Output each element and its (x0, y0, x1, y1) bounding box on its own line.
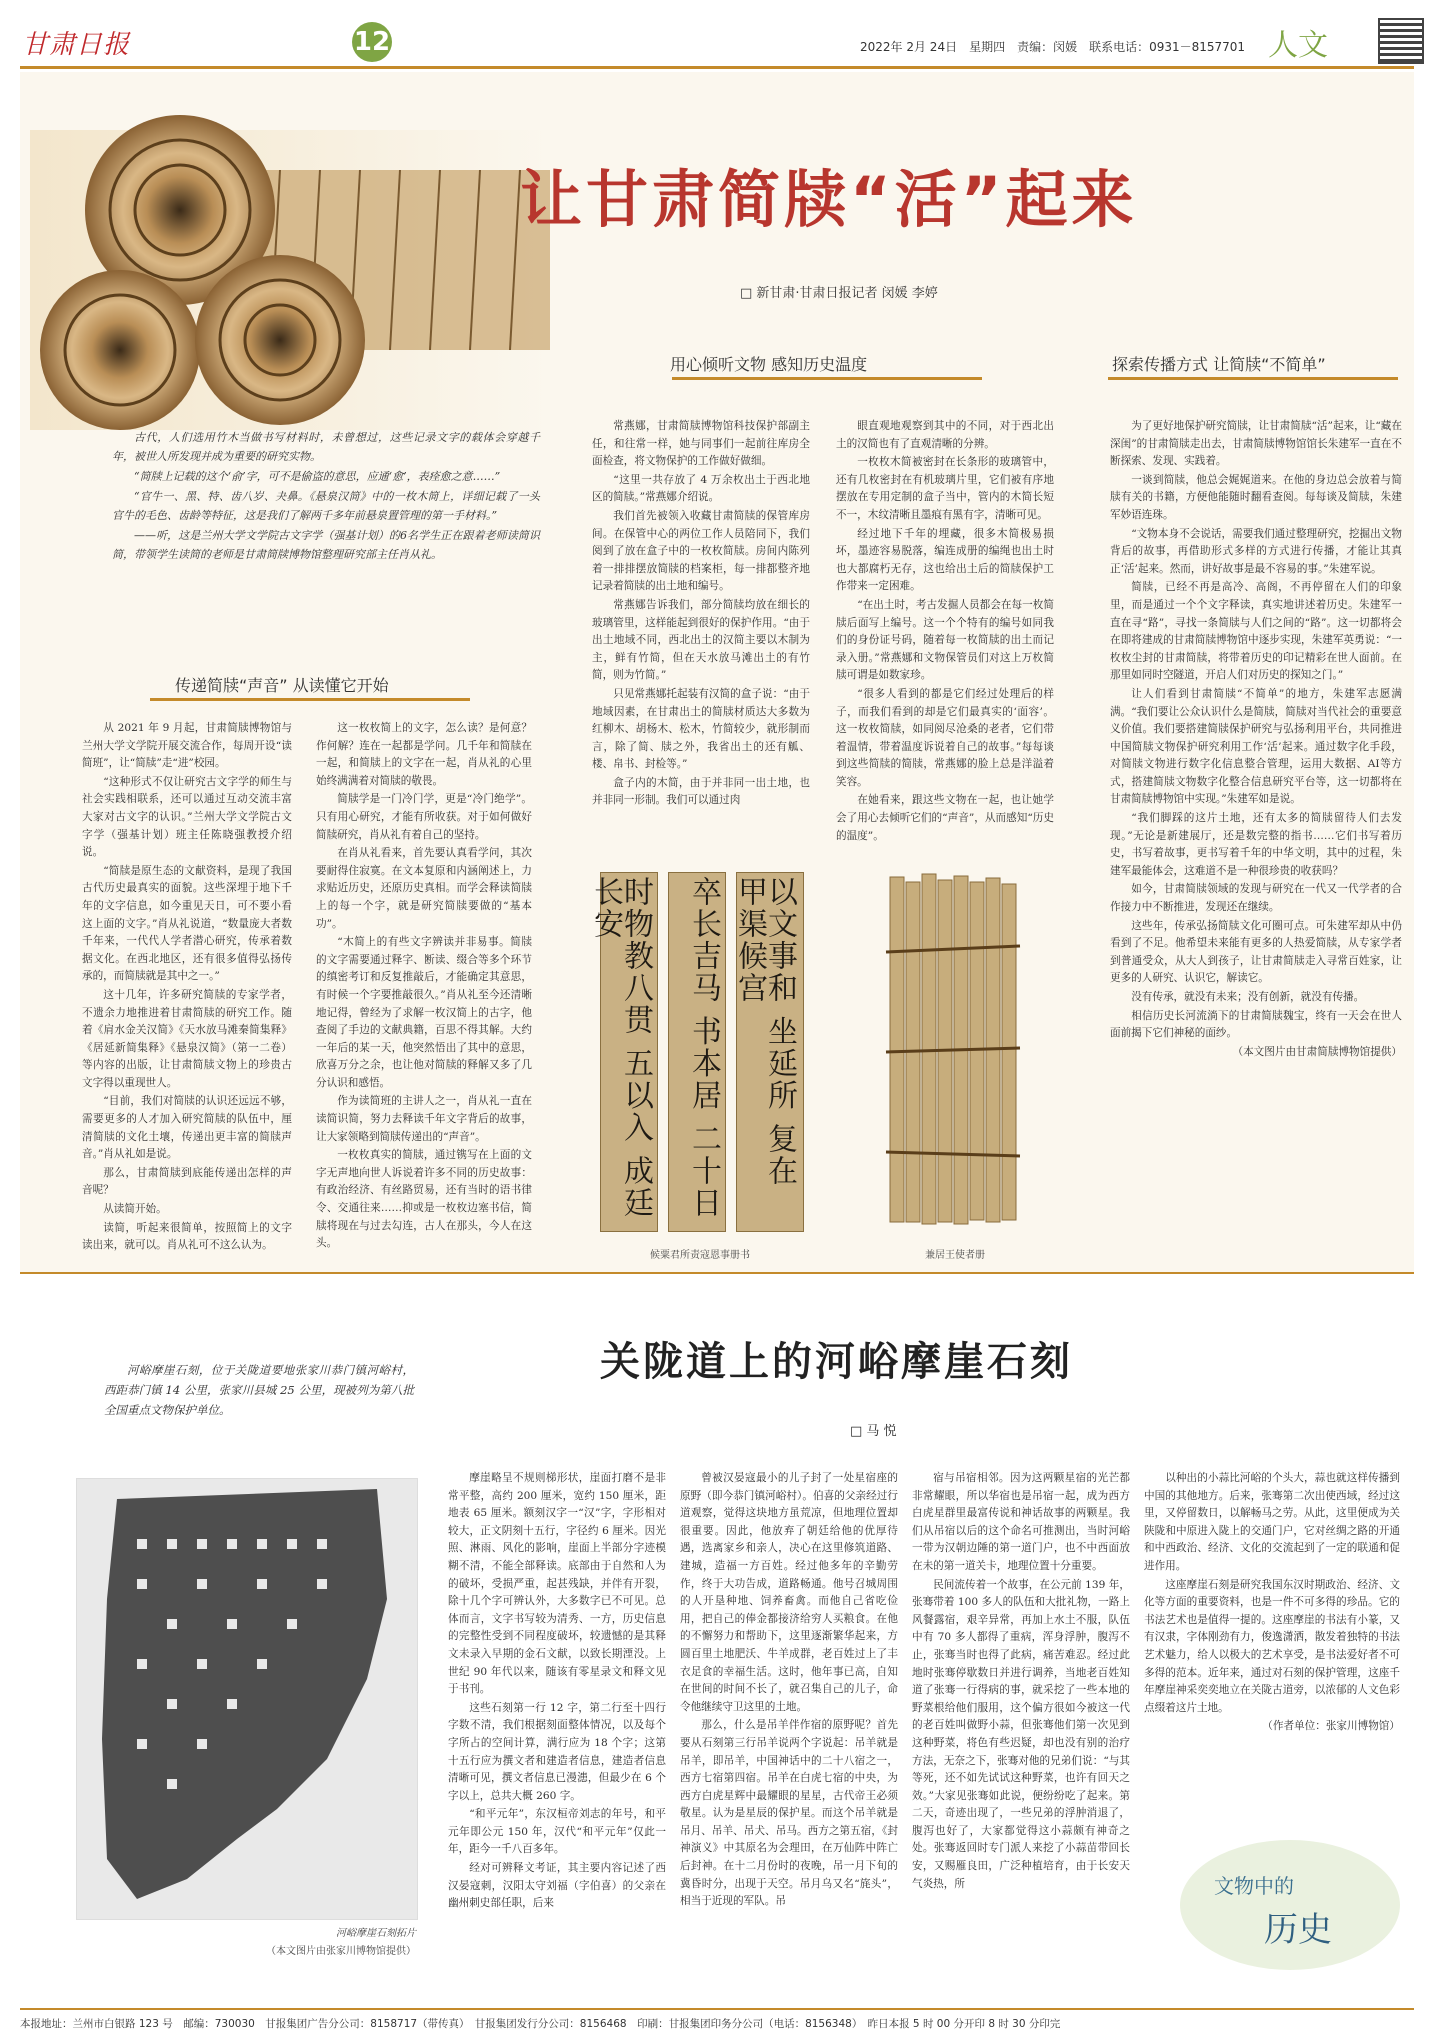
paragraph: 一枚枚木简被密封在长条形的玻璃管中，还有几枚密封在有机玻璃片里，它们被有序地摆放在专用定制的盒子当中，管内的木简长短不一，木纹清晰且墨痕有黑有字，清晰可见。 (836, 456, 1054, 521)
subhead-right: 探索传播方式 让简牍“不简单” (1112, 355, 1326, 374)
paragraph: 这些年，传承弘扬简牍文化可圈可点。可朱建军却从中仍看到了不足。他希望未来能有更多的人热爱简牍，从专家学者到普通受众，从大人到孩子，让甘肃简牍走入寻常百姓家，让更多的人研究、认识它，解读它。 (1110, 919, 1402, 985)
paragraph: 常燕娜告诉我们，部分简牍均放在细长的玻璃管里，这样能起到很好的保护作用。“由于出土地域不同，西北出土的汉简主要以木制为主，鲜有竹简，但在天水放马滩出土的有竹简，则为竹简。” (592, 598, 810, 682)
paragraph: 那么，甘肃简牍到底能传递出怎样的声音呢？ (82, 1166, 292, 1197)
bound-slips-photo (880, 872, 1030, 1230)
article2-col2 (680, 1470, 898, 1998)
article2-col4 (1144, 1470, 1400, 1830)
slip-inscription: 卒长吉马 书本居 二十日 (686, 876, 721, 1220)
paragraph: “这里一共存放了 4 万余枚出土于西北地区的简牍。”常燕娜介绍说。 (592, 473, 810, 504)
paragraph: “文物本身不会说话，需要我们通过整理研究，挖掘出文物背后的故事，再借助形式多样的方式进行传播，才能让其真正‘活’起来。然而，讲好故事是最不容易的事。”朱建军说。 (1110, 527, 1402, 575)
article1-col2 (316, 720, 532, 1250)
badge-line2: 历史 (1264, 1910, 1332, 1950)
paragraph: 这些石刻第一行 12 字，第二行至十四行字数不清，我们根据刻面整体情况，以及每个字所占的空间计算，满行应为 18 个字；这第十五行应为撰文者和建造者信息，建造者信息清晰可见，撰文者信息已漫漶，但最少在 6 个字以上，总共大概 260 字。 (448, 1701, 666, 1802)
article-divider (20, 1272, 1414, 1274)
article1-byline: □ 新甘肃·甘肃日报记者 闵媛 李婷 (740, 286, 938, 301)
rubbing-credit: （本文图片由张家川博物馆提供） (266, 1946, 416, 1957)
article2-col1 (448, 1470, 666, 1998)
author-unit: （作者单位：张家川博物馆） (1262, 1720, 1400, 1733)
paragraph: “在出土时，考古发掘人员都会在每一枚简牍后面写上编号。这一个个特有的编号如同我们的身份证号码，随着每一枚简牍的出土而记录入册。”常燕娜和文物保管员们对这上万枚简牍可谓是如数家珍。 (836, 598, 1054, 682)
paragraph: 曾被汉晏寇最小的儿子封了一处星宿座的原野（即今恭门镇河峪村）。伯喜的父亲经过行道观察，觉得这块地方虽荒凉，但地理位置却很重要。因此，他放弃了朝廷给他的优厚待遇，选离家乡和亲人，决心在这里修筑道路、建城，造福一方百姓。经过他多年的辛勤劳作，终于大功告成，道路畅通。他号召城周围的人开垦种地、饲养畜禽。而他自己省吃俭用，把自己的俸金都接济给穷人买粮食。在他的不懈努力和帮助下，这里逐渐繁华起来，方圆百里土地肥沃、牛羊成群，老百姓过上了丰衣足食的幸福生活。这时，他年事已高，自知在世间的时间不长了，就召集自己的儿子，命令他继续守卫这里的土地。 (680, 1472, 898, 1713)
paragraph: 常燕娜，甘肃简牍博物馆科技保护部副主任，和往常一样，她与同事们一起前往库房全面检查，将文物保护的工作做好做细。 (592, 420, 810, 468)
paragraph: “这种形式不仅让研究古文字学的师生与社会实践相联系，还可以通过互动交流丰富大家对古文字的认识。”兰州大学文学院古文字学（强基计划）班主任陈晓强教授介绍说。 (82, 775, 292, 859)
paragraph: 摩崖略呈不规则梯形状，崖面打磨不是非常平整，高约 200 厘米，宽约 150 厘米，距地表 65 厘米。额刻汉字一“汉”字，字形相对较大，正文阴刻十五行，字径约 6 厘米。因光照、淋雨、风化的影响，崖面上半部分字迹模糊不清，不能全部释读。底部由于自然和人为的破坏，受损严重，起甚残缺，并伴有开裂，除十几个字可辨认外，大多数字已不可见。总体而言，文字书写较为清秀、一方，历史信息的完整性受到不同程度破坏，较遗憾的是其释文未录入早期的金石文献，以致长期湮没。上世纪 90 年代以来，随该有零星录文和释文见于书刊。 (448, 1472, 666, 1696)
paragraph: 让人们看到甘肃简牍“不简单”的地方，朱建军志愿满满。“我们要让公众认识什么是简牍，简牍对当代社会的重要意义价值。我们要搭建简牍保护研究与弘扬利用平台，共同推进中国简牍文物保护研究利用工作‘活’起来。通过数字化手段，对简牍文物进行数字化信息整合管理，运用大数据、AI等方式，搭建简牍文物数字化整合信息研究平台等，这一切都将在甘肃简牍博物馆中实现。”朱建军如是说。 (1110, 687, 1402, 806)
photo-credit: （本文图片由甘肃简牍博物馆提供） (1232, 1045, 1402, 1058)
newspaper-logo: 甘肃日报 (22, 30, 131, 60)
wooden-slip-photo (732, 872, 804, 1232)
bamboo-scroll-photo (30, 130, 550, 430)
wooden-slip-photo (668, 872, 726, 1232)
footer-info: 本报地址：兰州市白银路 123 号 邮编：730030 甘报集团广告分公司：8158717（带传真） 甘报集团发行分公司：8156468 印刷：甘报集团印务分公司（电话：8156348） 昨日本报 5 时 00 分开印 8 时 30 分印完 (20, 2018, 1061, 2030)
caption-right-photo: 兼居王使者册 (925, 1250, 985, 1261)
paragraph: 作为读简班的主讲人之一，肖从礼一直在读简识简，努力去释读千年文字背后的故事，让大家领略到简牍传递出的“声音”。 (316, 1095, 532, 1143)
paragraph: 这十几年，许多研究简牍的专家学者，不遗余力地推进着甘肃简牍的研究工作。随着《肩水金关汉简》《天水放马滩秦简集释》《居延新简集释》《悬泉汉简》（第一二卷）等内容的出版，让甘肃简牍文物上的珍贵古文字得以重现世人。 (82, 988, 292, 1089)
article2-col3 (912, 1470, 1130, 1998)
subhead-right-rule (1108, 377, 1398, 380)
paragraph: “目前，我们对简牍的认识还远远不够，需要更多的人才加入研究简牍的队伍中，厘清简牍的文化土壤，传递出更丰富的简牍声音。”肖从礼如是说。 (82, 1095, 292, 1161)
paragraph: “很多人看到的都是它们经过处理后的样子，而我们看到的却是它们最真实的‘面容’。这一枚枚简牍，如同阅尽沧桑的老者，它们带着温情，带着温度诉说着自己的故事。”每每谈到这些简牍的简牍，常燕娜的脸上总是洋溢着笑容。 (836, 687, 1054, 788)
paragraph: 为了更好地保护研究简牍，让甘肃简牍“活”起来，让“藏在深闺”的甘肃简牍走出去，甘肃简牍博物馆馆长朱建军一直在不断探索、发现、实践着。 (1110, 420, 1402, 468)
section-label: 人文 (1268, 28, 1328, 63)
paragraph: 从读简开始。 (103, 1203, 167, 1216)
paragraph: 宿与吊宿相邻。因为这两颗星宿的光芒都非常耀眼，所以华宿也是吊宿一起，成为西方白虎星群里最富传说和神话故事的两颗星。我们从吊宿以后的这个命名可推测出，当时河峪一带为汉朝边陲的第一道门户，也不中西面放在未的第一道关卡，地理位置十分重要。 (912, 1472, 1130, 1572)
paragraph: 那么，什么是吊羊伴作宿的原野呢？首先要从石刻第三行吊羊说两个字说起：吊羊就是吊羊，即吊羊，中国神话中的二十八宿之一，西方七宿第四宿。吊羊在白虎七宿的中央，为西方白虎星辉中最耀眼的星星，古代帝王必须敬星。认为是星辰的保护星。而这个吊羊就是吊月、吊羊、吊犬、吊马。西方之第五宿，《封神演义》中其原名为会理田，在万仙阵中阵亡后封神。在十二月份时的夜晚，吊一月下旬的冀昏时分，出现于天空。吊月乌又名“旄头”，相当于近现的军队。吊 (680, 1719, 898, 1908)
page-number: 12 (352, 22, 392, 62)
subhead-left: 传递简牍“声音” 从读懂它开始 (175, 676, 389, 695)
subhead-mid-rule (672, 377, 982, 380)
paragraph: 眼直观地观察到其中的不同，对于西北出土的汉简也有了直观清晰的分辨。 (836, 420, 1054, 450)
subhead-mid: 用心倾听文物 感知历史温度 (670, 355, 868, 374)
paragraph: 经过地下千年的埋藏，很多木简极易损坏，墨迹容易脱落，编连成册的编绳也出土时也大都腐朽无存，这也给出土后的简牍保护工作带来一定困难。 (836, 527, 1054, 593)
article1-col4 (836, 418, 1054, 842)
paragraph: 简牍，已经不再是高冷、高阁，不再停留在人们的印象里，而是通过一个个文字释读，真实地讲述着历史。朱建军一直在寻“路”，寻找一条简牍与人们之间的“路”。这一切都将会在即将建成的甘肃简牍博物馆中逐步实现，朱建军英勇说：“一枚枚尘封的甘肃简牍，将带着历史的印记精彩在世人面前。在那里如同时空隧道，开启人们对历史的探知之门。” (1110, 581, 1402, 682)
paragraph: 读简，听起来很简单，按照简上的文字读出来，就可以。肖从礼可不这么认为。 (82, 1221, 292, 1252)
footer-rule (20, 2008, 1414, 2010)
header-rule (20, 66, 1414, 69)
intro-paragraph: 古代，人们选用竹木当做书写材料时，未曾想过，这些记录文字的载体会穿越千年，被世人所发现并成为重要的研究实物。 (112, 431, 540, 463)
paragraph: “木简上的有些文字辨读并非易事。简牍的文字需要通过释字、断读、缀合等多个环节的缜密考订和反复推敲后，才能确定其意思，有时候一个字要推敲很久。”肖从礼至今还清晰地记得，曾经为了求解一枚汉简上的古字，他查阅了手边的文献典籍，百思不得其解。大约一年后的某一天，他突然悟出了其中的意思，欣喜万分之余，也让他对简牍的释解又多了几分认识和感悟。 (316, 936, 532, 1089)
paragraph: 这一枚枚简上的文字，怎么读？是何意？作何解？连在一起都是学问。几千年和简牍在一起，和简牍上的文字在一起，肖从礼的心里始终满满着对简牍的敬畏。 (316, 722, 532, 787)
paragraph: 简牍学是一门冷门学，更是“冷门绝学”。只有用心研究，才能有所收获。对于如何做好简牍研究，肖从礼有着自己的坚持。 (316, 793, 532, 841)
article1-title: 让甘肃简牍“活”起来 (520, 163, 1138, 236)
intro-paragraph: “简牍上记载的这个‘俞’字，可不是偷盗的意思，应通‘愈’，表痊愈之意……” (134, 470, 501, 483)
wooden-slip-photo (588, 872, 658, 1232)
badge-line1: 文物中的 (1214, 1874, 1294, 1898)
stone-rubbing-image (76, 1478, 418, 1920)
paragraph: 没有传承，就没有未来；没有创新，就没有传播。 (1131, 991, 1365, 1003)
article2-title: 关陇道上的河峪摩崖石刻 (600, 1339, 1073, 1385)
paragraph: 只见常燕娜托起装有汉简的盒子说：“由于地域因素，在甘肃出土的简牍材质达大多数为红柳木、胡杨木、松木，竹简较少，就形制而言，除了简、牍之外，我省出土的还有觚、楼、帛书、封检等。” (592, 687, 810, 771)
paragraph: “我们脚踩的这片土地，还有太多的简牍留待人们去发现。”无论是新建展厅，还是数完整的指书……它们书写着历史，书写着故事，更书写着千年的中华文明，其中的过程，朱建军最能体会，这难道不是一种很珍贵的收获吗？ (1110, 812, 1402, 877)
date-editor-info: 2022年 2月 24日 星期四 责编：闵媛 联系电话：0931－8157701 (860, 40, 1246, 54)
paragraph: 在肖从礼看来，首先要认真看学问，其次要耐得住寂寞。在文本复原和内涵阐述上，力求贴近历史，还原历史真相。而学会释读简牍上的每一个字，就是研究简牍要做的“基本功”。 (316, 847, 532, 930)
paragraph: “和平元年”，东汉桓帝刘志的年号，和平元年即公元 150 年，汉代“和平元年”仅此一年，距今一千八百多年。 (448, 1808, 666, 1856)
paragraph: 我们首先被领入收藏甘肃简牍的保管库房间。在保管中心的两位工作人员陪同下，我们阅到了放在盒子中的一枚枚简牍。房间内陈列着一排排摆放简牍的档案柜，每一排都整齐地记录着简牍的出土地和编号。 (592, 509, 810, 593)
article1-col5 (1110, 418, 1402, 1253)
rubbing-caption: 河峪摩崖石刻拓片 (336, 1928, 416, 1939)
paragraph: 民间流传着一个故事，在公元前 139 年，张骞带着 100 多人的队伍和大批礼物，一路上风餐露宿，艰辛异常，再加上水土不服，队伍中有 70 多人都得了重病，浑身浮肿，腹泻不止，张骞当时也得了此病，痛苦难忍。经过此地时张骞停歇数日并进行调养，当地老百姓知道了张骞一行得病的事，就采挖了一些本地的野菜根给他们服用，这个偏方很如今被这一代的老百姓叫做野小蒜，但张骞他们第一次见到这种野菜，将色有些迟疑，却也没有别的治疗方法，无奈之下，张骞对他的兄弟们说：“与其等死，还不如先试试这种野菜，也许有回天之效。”大家见张骞如此说，便纷纷吃了起来。第二天，奇迹出现了，一些兄弟的浮肿消退了，腹泻也好了，大家都觉得这小蒜颇有神奇之处。张骞返回时专门派人来挖了小蒜苗带回长安，又赐雁良田，广泛种植培育，由于长安天气炎热，所 (912, 1578, 1130, 1890)
slip-inscription: 时物教八贯 五以入 成廷 长安 (588, 876, 653, 1220)
paragraph: 一枚枚真实的简牍，通过镌写在上面的文字无声地向世人诉说着许多不同的历史故事：有政治经济、有丝路贸易，还有当时的语书律令、交通往来……抑或是一枚枚边塞书信，简牍将现在与过去勾连，古人在那头，今人在这头。 (316, 1149, 532, 1250)
paragraph: 在她看来，跟这些文物在一起，也让她学会了用心去倾听它们的“声音”，从而感知“历史的温度”。 (836, 794, 1054, 842)
paragraph: 相信历史长河流淌下的甘肃简牍魏宝，终有一天会在世人面前揭下它们神秘的面纱。 (1110, 1009, 1402, 1040)
slip-inscription: 以文事和 坐延所 复在 甲渠候宫 (732, 876, 797, 1188)
subhead-left-rule (150, 698, 470, 701)
paragraph: 以种出的小蒜比河峪的个头大，蒜也就这样传播到中国的其他地方。后来，张骞第二次出使西域，经过这里，又停留数日，以解畅马之劳。从此，这里便成为关陕陇和中原进入陇上的交通门户，它对丝绸之路的开通和中西政治、经济、文化的交流起到了一定的联通和促进作用。 (1144, 1472, 1400, 1572)
paragraph: 经对可辨释文考证，其主要内容记述了西汉晏寇刺，汉阳太守刘福（字伯喜）的父亲在幽州刺史部任职，后来 (448, 1862, 666, 1910)
paragraph: 一谈到简牍，他总会娓娓道来。在他的身边总会放着与简牍有关的书籍，方便他能随时翻看查阅。每每谈及简牍，朱建军妙语连珠。 (1110, 473, 1402, 521)
paragraph: “简牍是原生态的文献资料，是现了我国古代历史最真实的面貌。这些深埋于地下千年的文字信息，如今重见天日，可不要小看这上面的文字。”肖从礼说道，“数量庞大者数千年来，一代代人学者潜心研究，传承着数据文化。在西北地区，还有很多值得弘扬传承的，而简牍就是其中之一。” (82, 864, 292, 983)
intro-paragraph: 河峪摩崖石刻，位于关陇道要地张家川恭门镇河峪村，西距恭门镇 14 公里，张家川县城 25 公里，现被列为第八批全国重点文物保护单位。 (104, 1363, 414, 1417)
paragraph: 如今，甘肃简牍领域的发现与研究在一代又一代学者的合作接力中不断推进，发现还在继续。 (1110, 883, 1402, 914)
intro-paragraph: “官牛一、黑、特、齿八岁、夬鼻。《悬泉汉简》中的一枚木简上，详细记载了一头官牛的毛色、齿龄等特征，这是我们了解两千多年前悬泉置管理的第一手材料。” (112, 490, 540, 522)
caption-left-photo: 候粟君所责寇恩事册书 (650, 1250, 750, 1261)
article1-intro (112, 428, 540, 628)
qr-code-icon (1378, 18, 1424, 64)
article2-author: □ 马 悦 (850, 1424, 897, 1439)
paragraph: 从 2021 年 9 月起，甘肃简牍博物馆与兰州大学文学院开展交流合作，每周开设“读简班”，让“简牍”走“进”校园。 (82, 722, 292, 770)
paragraph: 这座摩崖石刻是研究我国东汉时期政治、经济、文化等方面的重要资料，也是一件不可多得的珍品。它的书法艺术也是值得一提的。这座摩崖的书法有小篆，又有汉隶，字体刚劲有力，俊逸潇洒，散发着独特的书法艺术魅力，给人以极大的艺术享受，是书法爱好者不可多得的范本。近年来，通过对石刻的保护管理，这座千年摩崖神采奕奕地立在关陇古道旁，以浓郁的人文色彩点缀着这片土地。 (1144, 1578, 1400, 1714)
article2-intro (104, 1360, 414, 1456)
article1-col1 (82, 720, 292, 1252)
article1-col3 (592, 418, 810, 836)
intro-paragraph: ——听，这是兰州大学文学院古文字学（强基计划）的6名学生正在跟着老师读简识简，带领学生读简的老师是甘肃简牍博物馆整理研究部主任肖从礼。 (112, 529, 540, 561)
paragraph: 盒子内的木简，由于并非同一出土地，也并非同一形制。我们可以通过肉 (592, 776, 810, 807)
